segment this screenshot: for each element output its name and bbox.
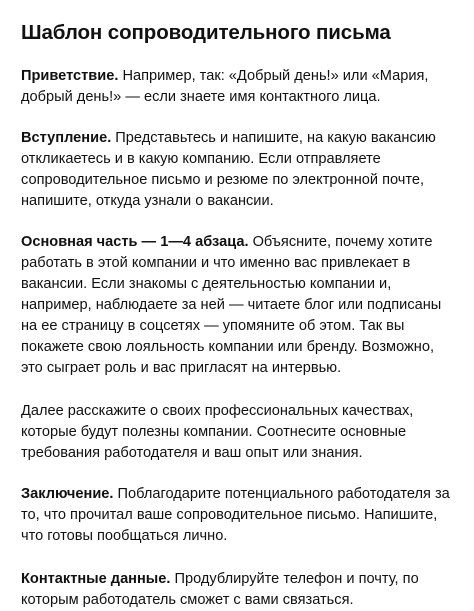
document-title: Шаблон сопроводительного письма <box>21 21 391 44</box>
paragraph-greeting <box>21 66 454 108</box>
paragraph-body: Далее расскажите о своих профессиональных качествах, которые будут полезны компании. Соотнесите основные требования работодателя и ваш опыт или знания. <box>21 403 414 461</box>
paragraph-body: Поблагодарите потенциального работодателя за то, что прочитал ваше сопроводительное письмо. Напишите, что готовы пообщаться лично. <box>21 486 450 544</box>
paragraph-heading: Вступление. <box>21 130 112 146</box>
paragraph-body: Например, так: «Добрый день!» или «Мария, добрый день!» — если знаете имя контактного лица. <box>21 68 429 105</box>
paragraph-introduction <box>21 128 454 212</box>
paragraph-body: Продублируйте телефон и почту, по которым работодатель сможет с вами связаться. <box>21 571 419 608</box>
paragraph-main-part <box>21 232 454 379</box>
paragraph-heading: Приветствие. <box>21 68 119 84</box>
paragraph-qualities <box>21 401 454 464</box>
paragraph-contacts <box>21 569 454 611</box>
paragraph-heading: Основная часть — 1—4 абзаца. <box>21 234 249 250</box>
paragraph-body: Представьтесь и напишите, на какую вакансию откликаетесь и в какую компанию. Если отправляете сопроводительное письмо и резюме по электронной почте, напишите, откуда узнали о вакансии. <box>21 130 436 209</box>
paragraph-heading: Заключение. <box>21 486 114 502</box>
paragraph-heading: Контактные данные. <box>21 571 171 587</box>
paragraph-conclusion <box>21 484 454 547</box>
paragraph-body: Объясните, почему хотите работать в этой компании и что именно вас привлекает в вакансии. Если знакомы с деятельностью компании и, например, наблюдаете за ней — читаете блог или подписаны на ее страницу в соцсетях — упомяните об этом. Так вы покажете свою лояльность компании или бренду. Возможно, это сыграет роль и вас пригласят на интервью. <box>21 234 442 376</box>
